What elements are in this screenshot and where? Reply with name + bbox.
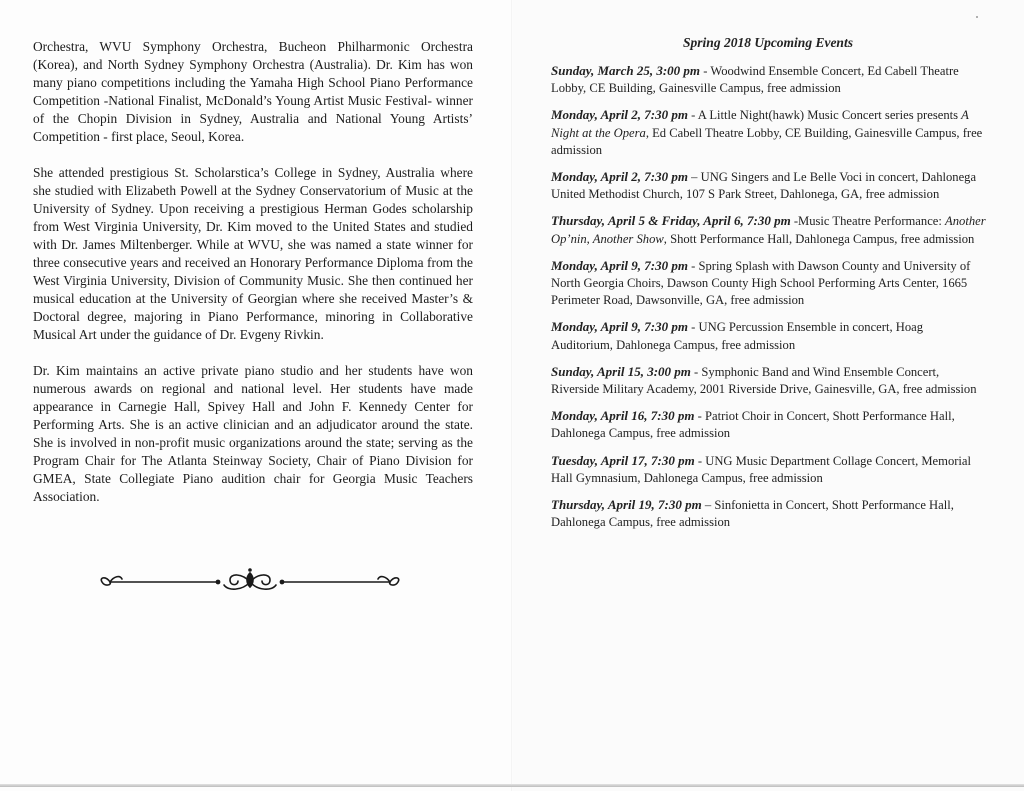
- event-separator: -: [690, 364, 702, 379]
- event-date: Monday, April 16, 7:30 pm: [551, 408, 695, 424]
- event-separator: -: [700, 64, 711, 78]
- event-separator: -: [688, 320, 699, 335]
- event-description: Sinfonietta in Concert, Shott Performance Hall, Dahlonega Campus, free admission: [551, 498, 954, 530]
- event-separator: -: [688, 108, 698, 123]
- event-separator: -: [688, 258, 699, 273]
- event-date: Thursday, April 5 & Friday, April 6, 7:30 pm: [551, 213, 791, 229]
- event-description: Symphonic Band and Wind Ensemble Concert, Riverside Military Academy, 2001 Riverside Drive, Gainesville, GA, free admission: [551, 364, 977, 397]
- event-date: Monday, April 2, 7:30 pm: [551, 107, 688, 123]
- event-description: UNG Percussion Ensemble in concert, Hoag Auditorium, Dahlonega Campus, free admission: [551, 320, 924, 352]
- event-separator: –: [688, 170, 701, 185]
- event-item: [551, 168, 987, 203]
- events-list: [551, 62, 987, 540]
- event-date: Monday, April 9, 7:30 pm: [551, 319, 688, 335]
- event-description: Patriot Choir in Concert, Shott Performance Hall, Dahlonega Campus, free admission: [551, 409, 955, 441]
- event-date: Thursday, April 19, 7:30 pm: [551, 497, 702, 513]
- event-date: Tuesday, April 17, 7:30 pm: [551, 452, 695, 468]
- event-item: [551, 257, 987, 310]
- event-date: Sunday, April 15, 3:00 pm: [551, 363, 691, 379]
- page-bottom-edge: [0, 784, 1024, 787]
- event-item: [551, 496, 987, 531]
- event-separator: -: [694, 453, 706, 468]
- event-item: [551, 452, 987, 487]
- biography-text: [33, 38, 473, 524]
- events-title: Spring 2018 Upcoming Events: [683, 35, 853, 50]
- bio-paragraph: Dr. Kim maintains an active private piano studio and her students have won numerous awards on regional and national level. Her students have made appearance in Carnegie Hall, Spivey Hall and John F. Kennedy Center for Performing Arts. She is an active clinician and an adjudicator around the state. She is involved in non-profit music organizations around the state; serving as the Program Chair for The Atlanta Steinway Society, Chair of Piano Division for GMEA, State Collegiate Piano audition chair for Georgia Music Teachers Association.: [33, 363, 473, 504]
- event-item: [551, 407, 987, 442]
- event-item: [551, 318, 987, 353]
- event-date: Monday, April 9, 7:30 pm: [551, 257, 688, 273]
- scroll-flourish-divider-icon: [100, 565, 400, 599]
- event-description: A Little Night(hawk) Music Concert series presents A Night at the Opera, Ed Cabell Theatre Lobby, CE Building, Gainesville Campus, free admission: [551, 108, 983, 157]
- event-separator: -: [790, 214, 799, 229]
- event-item: [551, 363, 987, 398]
- bio-paragraph: Orchestra, WVU Symphony Orchestra, Bucheon Philharmonic Orchestra (Korea), and North Sydney Symphony Orchestra (Australia). Dr. Kim has won many piano competitions including the Yamaha High School Piano Performance Competition -National Finalist, McDonald’s Young Artist Music Festival- winner of the Chopin Division in Sydney, Australia and National Young Artists’ Competition - first place, Seoul, Korea.: [33, 39, 473, 144]
- event-item: [551, 212, 987, 247]
- event-date: Sunday, March 25, 3:00 pm: [551, 63, 701, 78]
- event-description: Music Theatre Performance: Another Op’nin, Another Show, Shott Performance Hall, Dahlonega Campus, free admission: [551, 214, 986, 246]
- page-fold: [511, 0, 513, 791]
- bio-paragraph: She attended prestigious St. Scholarstica’s College in Sydney, Australia where she studied with Elizabeth Powell at the Sydney Conservatorium of Music at the University of Sydney. Upon receiving a prestigious Herman Godes scholarship from West Virginia University, Dr. Kim moved to the United States and studied with Dr. James Miltenberger. While at WVU, she was named a state winner for three consecutive years and received an Honorary Performance Diploma from the West Virginia University, Division of Community Music. She then continued her musical education at the University of Georgian where she received Master’s & Doctoral degree, majoring in Piano Performance, minoring in Collaborative Musical Art under the guidance of Dr. Evgeny Rivkin.: [33, 165, 473, 342]
- event-description: Spring Splash with Dawson County and University of North Georgia Choirs, Dawson County High School Performing Arts Center, 1665 Perimeter Road, Dawsonville, GA, free admission: [551, 258, 971, 308]
- event-description: UNG Music Department Collage Concert, Memorial Hall Gymnasium, Dahlonega Campus, free admission: [551, 453, 972, 485]
- scan-speck: [976, 16, 978, 18]
- event-date: Monday, April 2, 7:30 pm: [551, 169, 688, 185]
- event-separator: -: [694, 409, 705, 424]
- event-item: [551, 62, 987, 97]
- event-description: UNG Singers and Le Belle Voci in concert, Dahlonega United Methodist Church, 107 S Park Street, Dahlonega, GA, free admission: [551, 170, 977, 202]
- event-description: Woodwind Ensemble Concert, Ed Cabell Theatre Lobby, CE Building, Gainesville Campus, free admission: [551, 64, 959, 96]
- event-item: [551, 106, 987, 159]
- event-separator: –: [701, 498, 715, 513]
